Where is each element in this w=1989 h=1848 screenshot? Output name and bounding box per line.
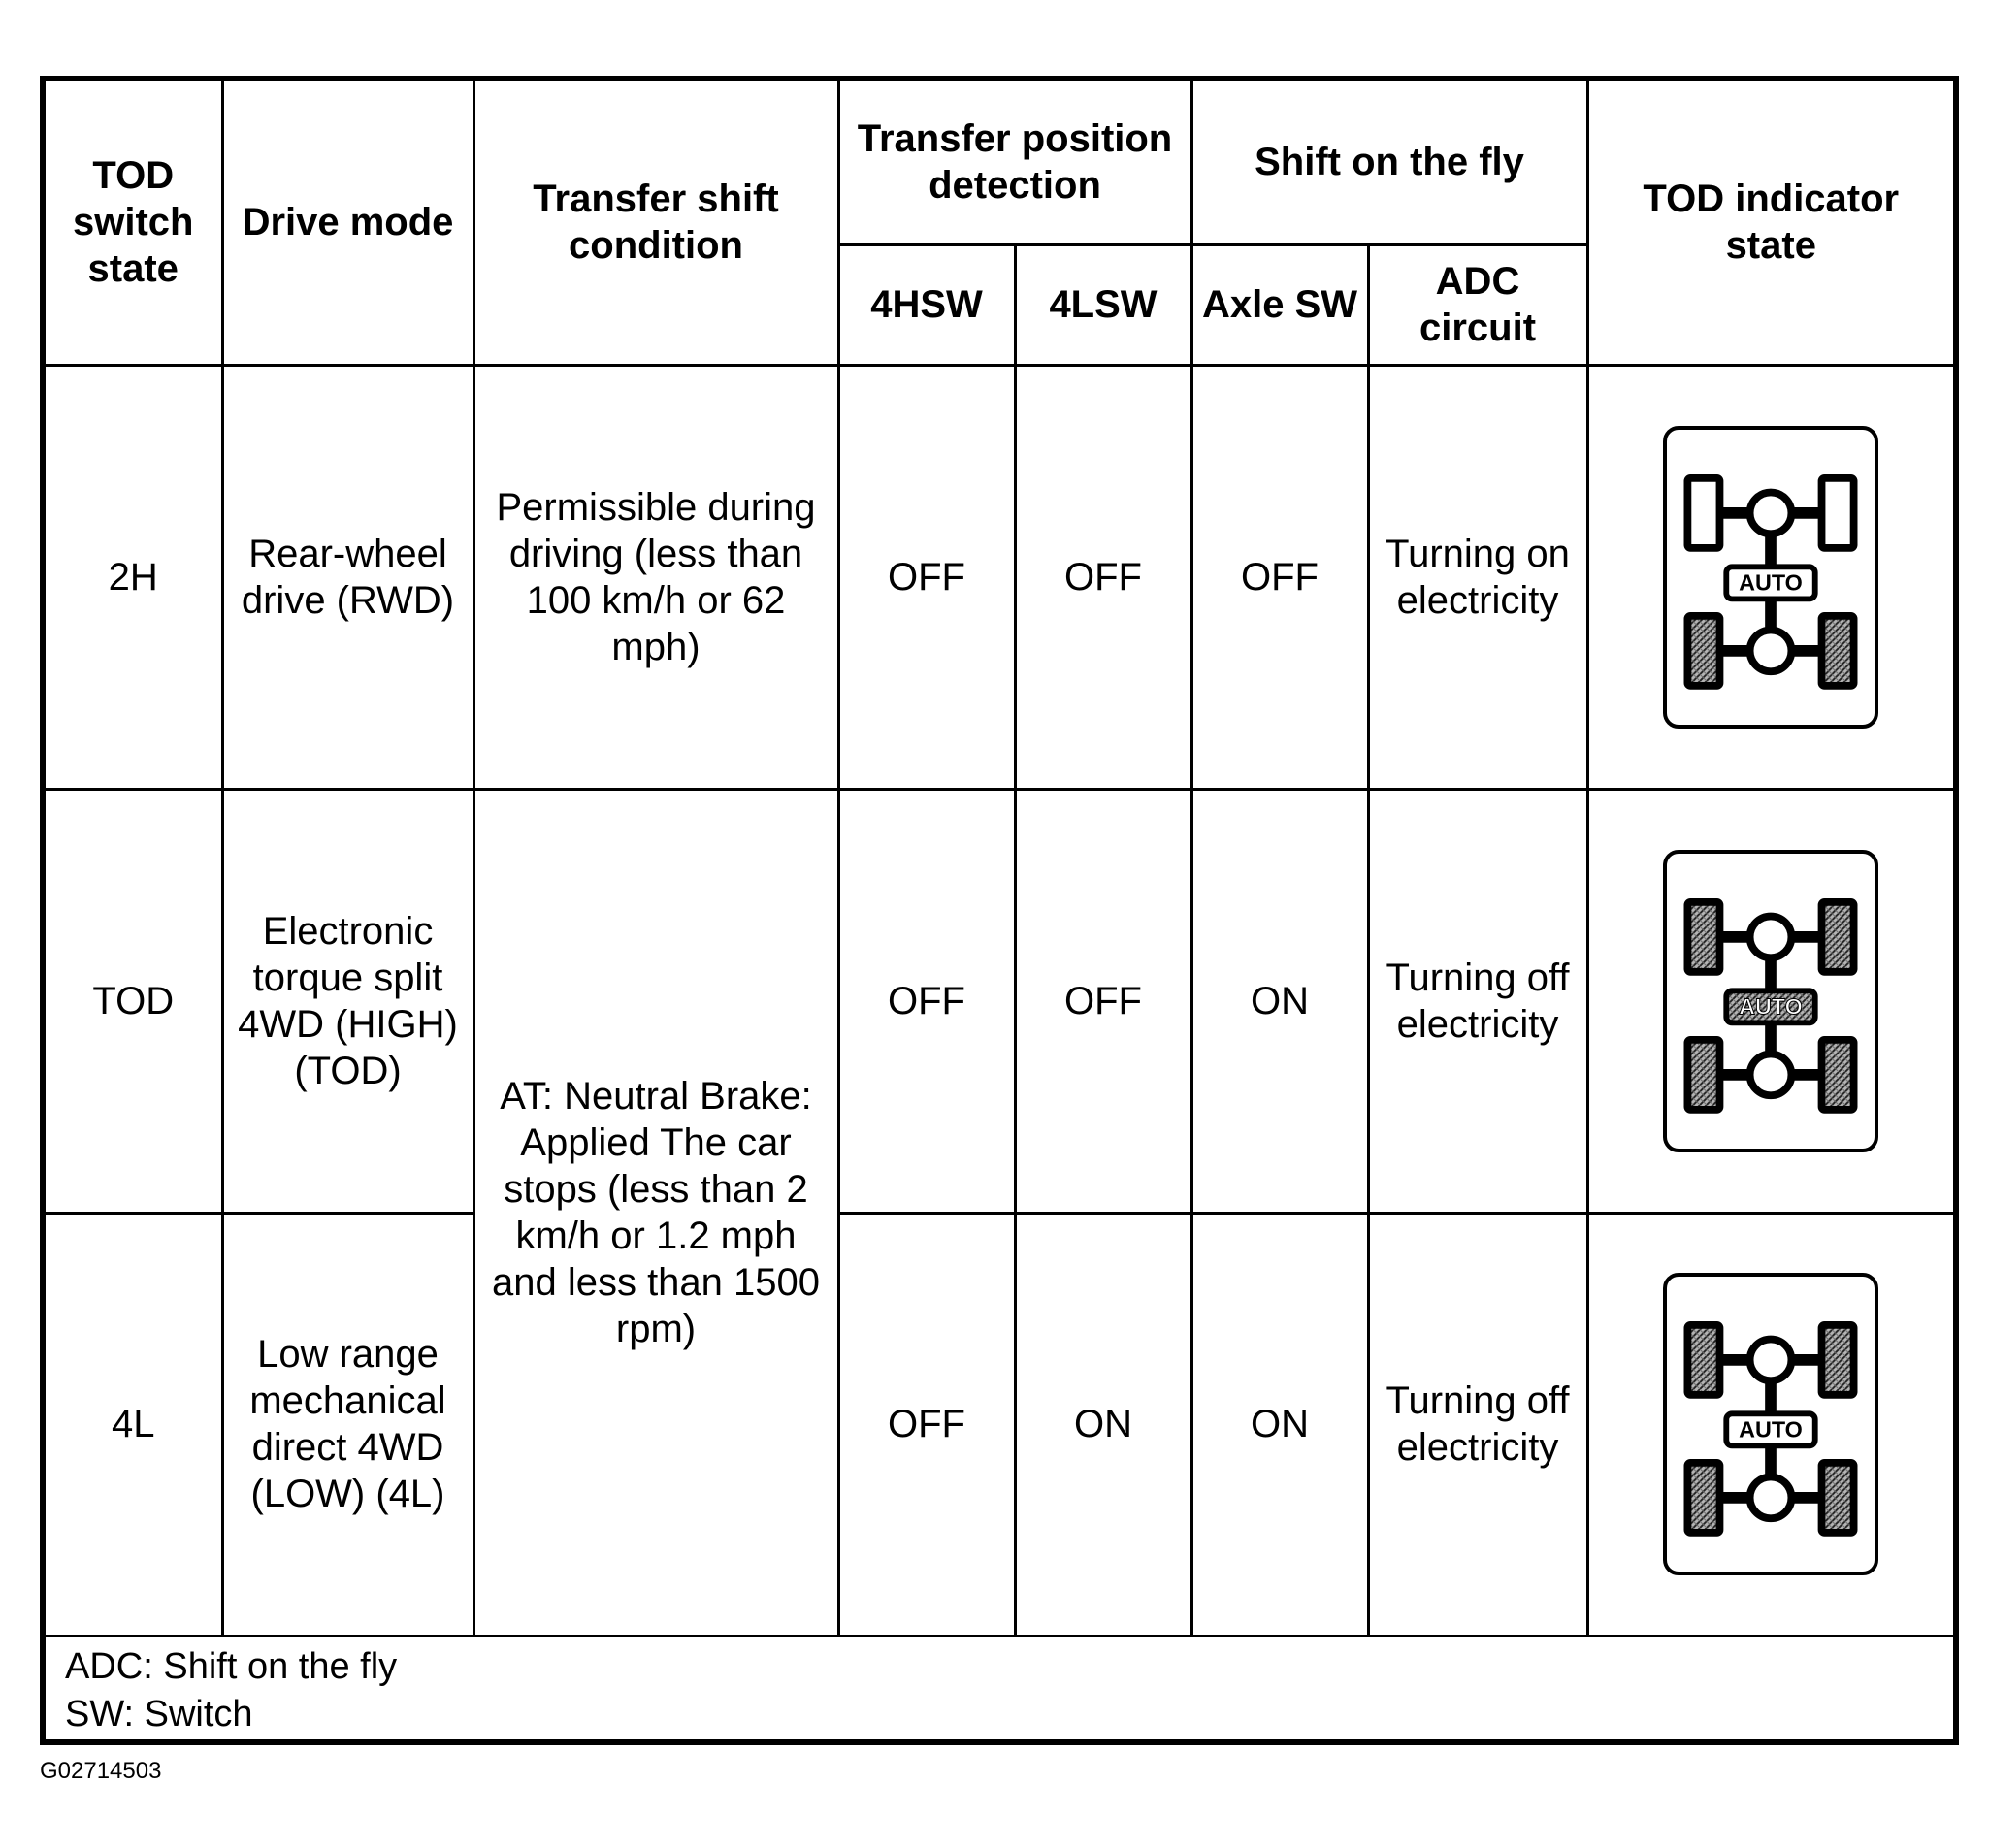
cell-switch-state: 4L <box>46 1213 222 1636</box>
cell-axle-sw: ON <box>1191 1213 1368 1636</box>
note-adc: ADC: Shift on the fly <box>65 1646 398 1687</box>
cell-4lsw: OFF <box>1015 789 1191 1213</box>
drivetrain-2h-icon <box>1663 426 1878 729</box>
table-row <box>46 789 1953 1213</box>
cell-4lsw: OFF <box>1015 365 1191 789</box>
header-adc-circuit: ADC circuit <box>1368 244 1587 365</box>
tod-table-frame <box>40 76 1959 1745</box>
rear-left-wheel-icon <box>1688 1039 1720 1109</box>
table-notes <box>65 1636 397 1737</box>
front-left-wheel-icon <box>1688 477 1720 547</box>
header-4hsw: 4HSW <box>838 244 1015 365</box>
front-right-wheel-icon <box>1822 1325 1854 1395</box>
cell-4lsw: ON <box>1015 1213 1191 1636</box>
auto-label: AUTO <box>1739 993 1804 1020</box>
auto-badge <box>1727 567 1815 599</box>
differential-icon <box>1750 1054 1792 1095</box>
header-axle-sw: Axle SW <box>1191 244 1368 365</box>
rear-left-wheel-icon <box>1688 615 1720 685</box>
cell-switch-state: 2H <box>46 365 222 789</box>
cell-indicator <box>1587 789 1953 1213</box>
cell-4hsw: OFF <box>838 789 1015 1213</box>
cell-adc-circuit: Turning off electricity <box>1368 789 1587 1213</box>
cell-drive-mode: Electronic torque split 4WD (HIGH) (TOD) <box>222 789 473 1213</box>
differential-icon <box>1750 630 1792 671</box>
cell-indicator <box>1587 1213 1953 1636</box>
header-4lsw: 4LSW <box>1015 244 1191 365</box>
note-sw: SW: Switch <box>65 1693 253 1735</box>
cell-4hsw: OFF <box>838 1213 1015 1636</box>
differential-icon <box>1750 1476 1792 1518</box>
rear-right-wheel-icon <box>1822 1039 1854 1109</box>
cell-drive-mode: Rear-wheel drive (RWD) <box>222 365 473 789</box>
drivetrain-4l-icon <box>1663 1273 1878 1575</box>
header-position-detection: Transfer position detection <box>838 81 1191 244</box>
cell-axle-sw: ON <box>1191 789 1368 1213</box>
cell-indicator <box>1587 365 1953 789</box>
header-indicator-state: TOD indicator state <box>1587 81 1953 365</box>
header-drive-mode: Drive mode <box>222 81 473 365</box>
table-row <box>46 1213 1953 1636</box>
drivetrain-tod-icon <box>1663 850 1878 1152</box>
cell-axle-sw: OFF <box>1191 365 1368 789</box>
header-shift-condition: Transfer shift condition <box>473 81 838 365</box>
front-left-wheel-icon <box>1688 1325 1720 1395</box>
differential-icon <box>1750 916 1792 957</box>
rear-left-wheel-icon <box>1688 1463 1720 1533</box>
front-right-wheel-icon <box>1822 901 1854 971</box>
tod-state-table <box>46 81 1953 1637</box>
cell-drive-mode: Low range mechanical direct 4WD (LOW) (4L) <box>222 1213 473 1636</box>
table-row <box>46 365 1953 789</box>
rear-right-wheel-icon <box>1822 615 1854 685</box>
cell-adc-circuit: Turning on electricity <box>1368 365 1587 789</box>
cell-adc-circuit: Turning off electricity <box>1368 1213 1587 1636</box>
cell-shared-condition: AT: Neutral Brake: Applied The car stops (less than 2 km/h or 1.2 mph and less than 1500 rpm) <box>473 789 838 1636</box>
rear-right-wheel-icon <box>1822 1463 1854 1533</box>
auto-badge <box>1727 1413 1815 1445</box>
auto-label: AUTO <box>1739 1416 1804 1443</box>
cell-shift-condition: Permissible during driving (less than 100 km/h or 62 mph) <box>473 365 838 789</box>
cell-switch-state: TOD <box>46 789 222 1213</box>
figure-code: G02714503 <box>40 1758 162 1784</box>
auto-label: AUTO <box>1739 569 1804 596</box>
cell-4hsw: OFF <box>838 365 1015 789</box>
front-right-wheel-icon <box>1822 477 1854 547</box>
header-switch-state: TOD switch state <box>46 81 222 365</box>
header-shift-on-fly: Shift on the fly <box>1191 81 1587 244</box>
differential-icon <box>1750 1339 1792 1380</box>
auto-badge <box>1727 990 1815 1022</box>
front-left-wheel-icon <box>1688 901 1720 971</box>
differential-icon <box>1750 492 1792 534</box>
